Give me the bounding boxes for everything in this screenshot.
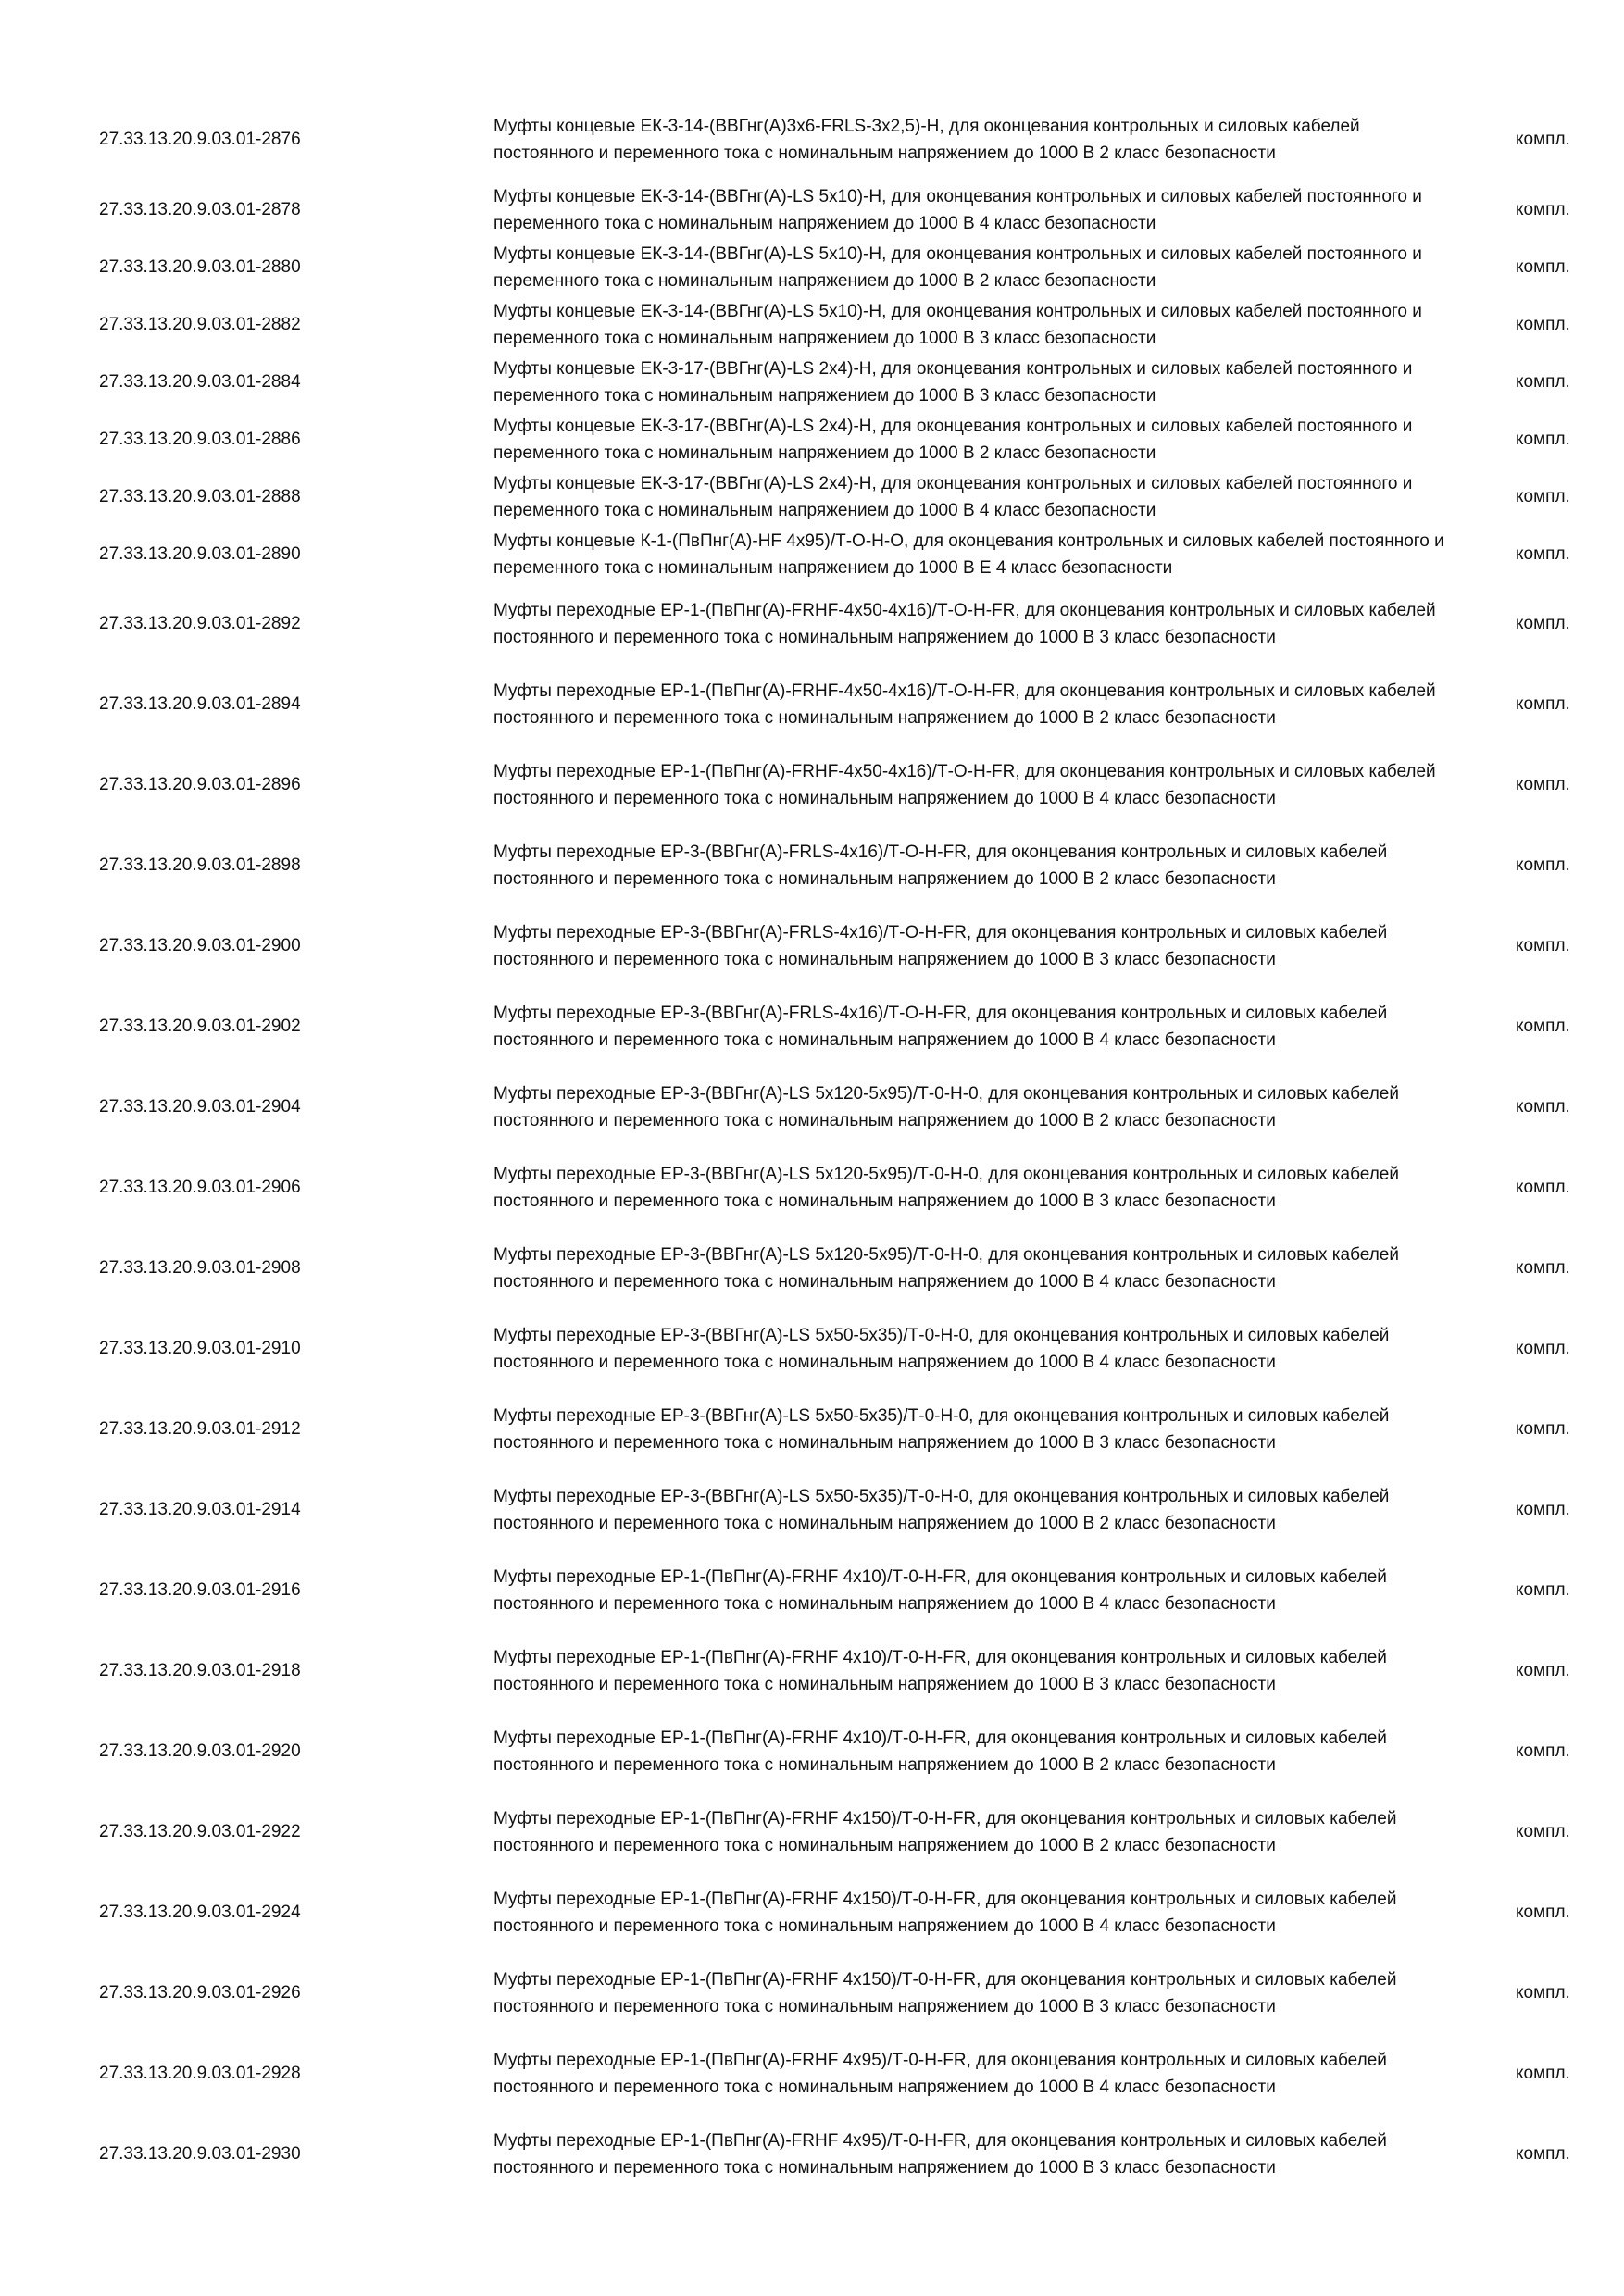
row-description: Муфты переходные ЕР-1-(ПвПнг(А)-FRHF 4х150)/Т-0-Н-FR, для оконцевания контрольных и силовых кабелей постоянного и переменного тока с номинальным напряжением до 1000 В 3 класс безопасности: [493, 1969, 1397, 2016]
row-description: Муфты переходные ЕР-3-(ВВГнг(А)-FRLS-4х16)/Т-О-Н-FR, для оконцевания контрольных и силовых кабелей постоянного и переменного тока с номинальным напряжением до 1000 В 3 класс безопасности: [493, 922, 1388, 969]
row-code: 27.33.13.20.9.03.01-2910: [99, 1338, 301, 1358]
row-description: Муфты концевые ЕК-3-14-(ВВГнг(А)-LS 5х10)-Н, для оконцевания контрольных и силовых кабелей постоянного и переменного тока с номинальным напряжением до 1000 В 3 класс безопасности: [493, 302, 1422, 348]
row-unit: компл.: [1516, 257, 1570, 277]
row-unit: компл.: [1516, 487, 1570, 506]
row-unit: компл.: [1516, 2063, 1570, 2083]
row-description: Муфты переходные ЕР-1-(ПвПнг(А)-FRHF 4х10)/Т-0-Н-FR, для оконцевания контрольных и силовых кабелей постоянного и переменного тока с номинальным напряжением до 1000 В 2 класс безопасности: [493, 1728, 1387, 1775]
table-row: [0, 664, 1624, 744]
row-code: 27.33.13.20.9.03.01-2886: [99, 430, 301, 449]
price-table: [0, 98, 1624, 2194]
row-code: 27.33.13.20.9.03.01-2884: [99, 372, 301, 392]
row-unit: компл.: [1516, 544, 1570, 564]
row-description: Муфты переходные ЕР-3-(ВВГнг(А)-LS 5х50-5х35)/Т-0-Н-0, для оконцевания контрольных и силовых кабелей постоянного и переменного тока с номинальным напряжением до 1000 В 3 класс безопасности: [493, 1405, 1390, 1453]
row-code: 27.33.13.20.9.03.01-2898: [99, 855, 301, 875]
row-description: Муфты переходные ЕР-1-(ПвПнг(А)-FRHF 4х10)/Т-0-Н-FR, для оконцевания контрольных и силовых кабелей постоянного и переменного тока с номинальным напряжением до 1000 В 4 класс безопасности: [493, 1566, 1387, 1614]
row-unit: компл.: [1516, 1338, 1570, 1358]
row-code: 27.33.13.20.9.03.01-2880: [99, 257, 301, 277]
row-unit: компл.: [1516, 1016, 1570, 1036]
row-description: Муфты переходные ЕР-3-(ВВГнг(А)-FRLS-4х16)/Т-О-Н-FR, для оконцевания контрольных и силовых кабелей постоянного и переменного тока с номинальным напряжением до 1000 В 4 класс безопасности: [493, 1003, 1388, 1050]
table-row: [0, 744, 1624, 825]
row-description: Муфты переходные ЕР-1-(ПвПнг(А)-FRHF-4х50-4х16)/Т-О-Н-FR, для оконцевания контрольных и силовых кабелей постоянного и переменного тока с номинальным напряжением до 1000 В 3 класс безопасности: [493, 600, 1436, 647]
row-unit: компл.: [1516, 855, 1570, 875]
table-row: [0, 354, 1624, 411]
row-unit: компл.: [1516, 200, 1570, 219]
row-code: 27.33.13.20.9.03.01-2928: [99, 2063, 301, 2083]
row-unit: компл.: [1516, 1096, 1570, 1117]
row-code: 27.33.13.20.9.03.01-2926: [99, 1982, 301, 2003]
table-row: [0, 1389, 1624, 1469]
row-description: Муфты переходные ЕР-1-(ПвПнг(А)-FRHF 4х150)/Т-0-Н-FR, для оконцевания контрольных и силовых кабелей постоянного и переменного тока с номинальным напряжением до 1000 В 4 класс безопасности: [493, 1889, 1397, 1936]
row-unit: компл.: [1516, 430, 1570, 449]
table-row: [0, 1550, 1624, 1630]
table-row: [0, 1953, 1624, 2033]
row-description: Муфты переходные ЕР-1-(ПвПнг(А)-FRHF 4х95)/Т-0-Н-FR, для оконцевания контрольных и силовых кабелей постоянного и переменного тока с номинальным напряжением до 1000 В 3 класс безопасности: [493, 2130, 1387, 2177]
row-unit: компл.: [1516, 613, 1570, 633]
row-unit: компл.: [1516, 1821, 1570, 1841]
row-description: Муфты переходные ЕР-3-(ВВГнг(А)-LS 5х50-5х35)/Т-0-Н-0, для оконцевания контрольных и силовых кабелей постоянного и переменного тока с номинальным напряжением до 1000 В 2 класс безопасности: [493, 1486, 1390, 1533]
row-code: 27.33.13.20.9.03.01-2894: [99, 693, 301, 714]
table-row: [0, 98, 1624, 181]
row-unit: компл.: [1516, 1499, 1570, 1519]
row-code: 27.33.13.20.9.03.01-2924: [99, 1902, 301, 1922]
row-unit: компл.: [1516, 935, 1570, 955]
table-row: [0, 1228, 1624, 1308]
row-description: Муфты переходные ЕР-3-(ВВГнг(А)-LS 5х120-5х95)/Т-0-Н-0, для оконцевания контрольных и силовых кабелей постоянного и переменного тока с номинальным напряжением до 1000 В 2 класс безопасности: [493, 1083, 1399, 1130]
row-description: Муфты концевые ЕК-3-14-(ВВГнг(А)-LS 5х10)-Н, для оконцевания контрольных и силовых кабелей постоянного и переменного тока с номинальным напряжением до 1000 В 2 класс безопасности: [493, 244, 1422, 291]
row-code: 27.33.13.20.9.03.01-2896: [99, 774, 301, 794]
row-code: 27.33.13.20.9.03.01-2902: [99, 1016, 301, 1036]
table-row: [0, 1308, 1624, 1389]
row-code: 27.33.13.20.9.03.01-2904: [99, 1096, 301, 1117]
row-description: Муфты переходные ЕР-1-(ПвПнг(А)-FRHF 4х150)/Т-0-Н-FR, для оконцевания контрольных и силовых кабелей постоянного и переменного тока с номинальным напряжением до 1000 В 2 класс безопасности: [493, 1808, 1397, 1855]
row-code: 27.33.13.20.9.03.01-2890: [99, 544, 301, 564]
row-code: 27.33.13.20.9.03.01-2892: [99, 613, 301, 633]
row-code: 27.33.13.20.9.03.01-2878: [99, 200, 301, 219]
row-unit: компл.: [1516, 1660, 1570, 1680]
row-description: Муфты концевые ЕК-3-17-(ВВГнг(А)-LS 2х4)-Н, для оконцевания контрольных и силовых кабелей постоянного и переменного тока с номинальным напряжением до 1000 В 3 класс безопасности: [493, 359, 1413, 406]
table-row: [0, 1791, 1624, 1872]
row-description: Муфты переходные ЕР-3-(ВВГнг(А)-FRLS-4х16)/Т-О-Н-FR, для оконцевания контрольных и силовых кабелей постоянного и переменного тока с номинальным напряжением до 1000 В 2 класс безопасности: [493, 842, 1388, 889]
row-code: 27.33.13.20.9.03.01-2922: [99, 1821, 301, 1841]
row-unit: компл.: [1516, 1902, 1570, 1922]
row-code: 27.33.13.20.9.03.01-2908: [99, 1257, 301, 1278]
row-description: Муфты переходные ЕР-1-(ПвПнг(А)-FRHF 4х10)/Т-0-Н-FR, для оконцевания контрольных и силовых кабелей постоянного и переменного тока с номинальным напряжением до 1000 В 3 класс безопасности: [493, 1647, 1387, 1694]
row-code: 27.33.13.20.9.03.01-2900: [99, 935, 301, 955]
row-unit: компл.: [1516, 693, 1570, 714]
row-description: Муфты концевые ЕК-3-14-(ВВГнг(А)-LS 5х10)-Н, для оконцевания контрольных и силовых кабелей постоянного и переменного тока с номинальным напряжением до 1000 В 4 класс безопасности: [493, 187, 1422, 233]
row-code: 27.33.13.20.9.03.01-2876: [99, 130, 301, 149]
row-description: Муфты концевые ЕК-3-17-(ВВГнг(А)-LS 2х4)-Н, для оконцевания контрольных и силовых кабелей постоянного и переменного тока с номинальным напряжением до 1000 В 4 класс безопасности: [493, 474, 1413, 520]
row-description: Муфты переходные ЕР-1-(ПвПнг(А)-FRHF-4х50-4х16)/Т-О-Н-FR, для оконцевания контрольных и силовых кабелей постоянного и переменного тока с номинальным напряжением до 1000 В 4 класс безопасности: [493, 761, 1436, 808]
row-description: Муфты переходные ЕР-1-(ПвПнг(А)-FRHF 4х95)/Т-0-Н-FR, для оконцевания контрольных и силовых кабелей постоянного и переменного тока с номинальным напряжением до 1000 В 4 класс безопасности: [493, 2050, 1387, 2097]
row-unit: компл.: [1516, 1418, 1570, 1439]
row-code: 27.33.13.20.9.03.01-2888: [99, 487, 301, 506]
table-row: [0, 1630, 1624, 1711]
row-code: 27.33.13.20.9.03.01-2918: [99, 1660, 301, 1680]
row-unit: компл.: [1516, 130, 1570, 149]
table-row: [0, 905, 1624, 986]
table-row: [0, 239, 1624, 296]
row-unit: компл.: [1516, 1257, 1570, 1278]
row-code: 27.33.13.20.9.03.01-2916: [99, 1579, 301, 1600]
table-row: [0, 825, 1624, 905]
row-description: Муфты переходные ЕР-3-(ВВГнг(А)-LS 5х50-5х35)/Т-0-Н-0, для оконцевания контрольных и силовых кабелей постоянного и переменного тока с номинальным напряжением до 1000 В 4 класс безопасности: [493, 1325, 1390, 1372]
row-unit: компл.: [1516, 2143, 1570, 2164]
table-row: [0, 1711, 1624, 1791]
table-row: [0, 2114, 1624, 2194]
table-row: [0, 1872, 1624, 1953]
table-row: [0, 1147, 1624, 1228]
row-code: 27.33.13.20.9.03.01-2930: [99, 2143, 301, 2164]
table-row: [0, 1469, 1624, 1550]
row-code: 27.33.13.20.9.03.01-2906: [99, 1177, 301, 1197]
row-code: 27.33.13.20.9.03.01-2914: [99, 1499, 301, 1519]
row-description: Муфты переходные ЕР-3-(ВВГнг(А)-LS 5х120-5х95)/Т-0-Н-0, для оконцевания контрольных и силовых кабелей постоянного и переменного тока с номинальным напряжением до 1000 В 4 класс безопасности: [493, 1244, 1399, 1292]
row-description: Муфты концевые ЕК-3-17-(ВВГнг(А)-LS 2х4)-Н, для оконцевания контрольных и силовых кабелей постоянного и переменного тока с номинальным напряжением до 1000 В 2 класс безопасности: [493, 417, 1413, 463]
row-unit: компл.: [1516, 1579, 1570, 1600]
row-unit: компл.: [1516, 372, 1570, 392]
row-code: 27.33.13.20.9.03.01-2882: [99, 315, 301, 334]
row-code: 27.33.13.20.9.03.01-2920: [99, 1741, 301, 1761]
row-description: Муфты переходные ЕР-1-(ПвПнг(А)-FRHF-4х50-4х16)/Т-О-Н-FR, для оконцевания контрольных и силовых кабелей постоянного и переменного тока с номинальным напряжением до 1000 В 2 класс безопасности: [493, 680, 1436, 728]
row-description: Муфты концевые ЕК-3-14-(ВВГнг(А)3х6-FRLS-3x2,5)-Н, для оконцевания контрольных и силовых кабелей постоянного и переменного тока с номинальным напряжением до 1000 В 2 класс безопасности: [493, 117, 1360, 163]
table-row: [0, 468, 1624, 526]
table-row: [0, 296, 1624, 354]
row-code: 27.33.13.20.9.03.01-2912: [99, 1418, 301, 1439]
row-unit: компл.: [1516, 1982, 1570, 2003]
row-description: Муфты переходные ЕР-3-(ВВГнг(А)-LS 5х120-5х95)/Т-0-Н-0, для оконцевания контрольных и силовых кабелей постоянного и переменного тока с номинальным напряжением до 1000 В 3 класс безопасности: [493, 1164, 1399, 1211]
table-row: [0, 2033, 1624, 2114]
row-unit: компл.: [1516, 1741, 1570, 1761]
table-row: [0, 526, 1624, 583]
table-row: [0, 181, 1624, 239]
table-row: [0, 583, 1624, 664]
row-unit: компл.: [1516, 774, 1570, 794]
table-row: [0, 986, 1624, 1067]
table-row: [0, 1067, 1624, 1147]
row-unit: компл.: [1516, 315, 1570, 334]
row-description: Муфты концевые К-1-(ПвПнг(А)-НF 4х95)/Т-О-Н-О, для оконцевания контрольных и силовых кабелей постоянного и переменного тока с номинальным напряжением до 1000 В Е 4 класс безопасности: [493, 531, 1444, 578]
row-unit: компл.: [1516, 1177, 1570, 1197]
table-row: [0, 411, 1624, 468]
